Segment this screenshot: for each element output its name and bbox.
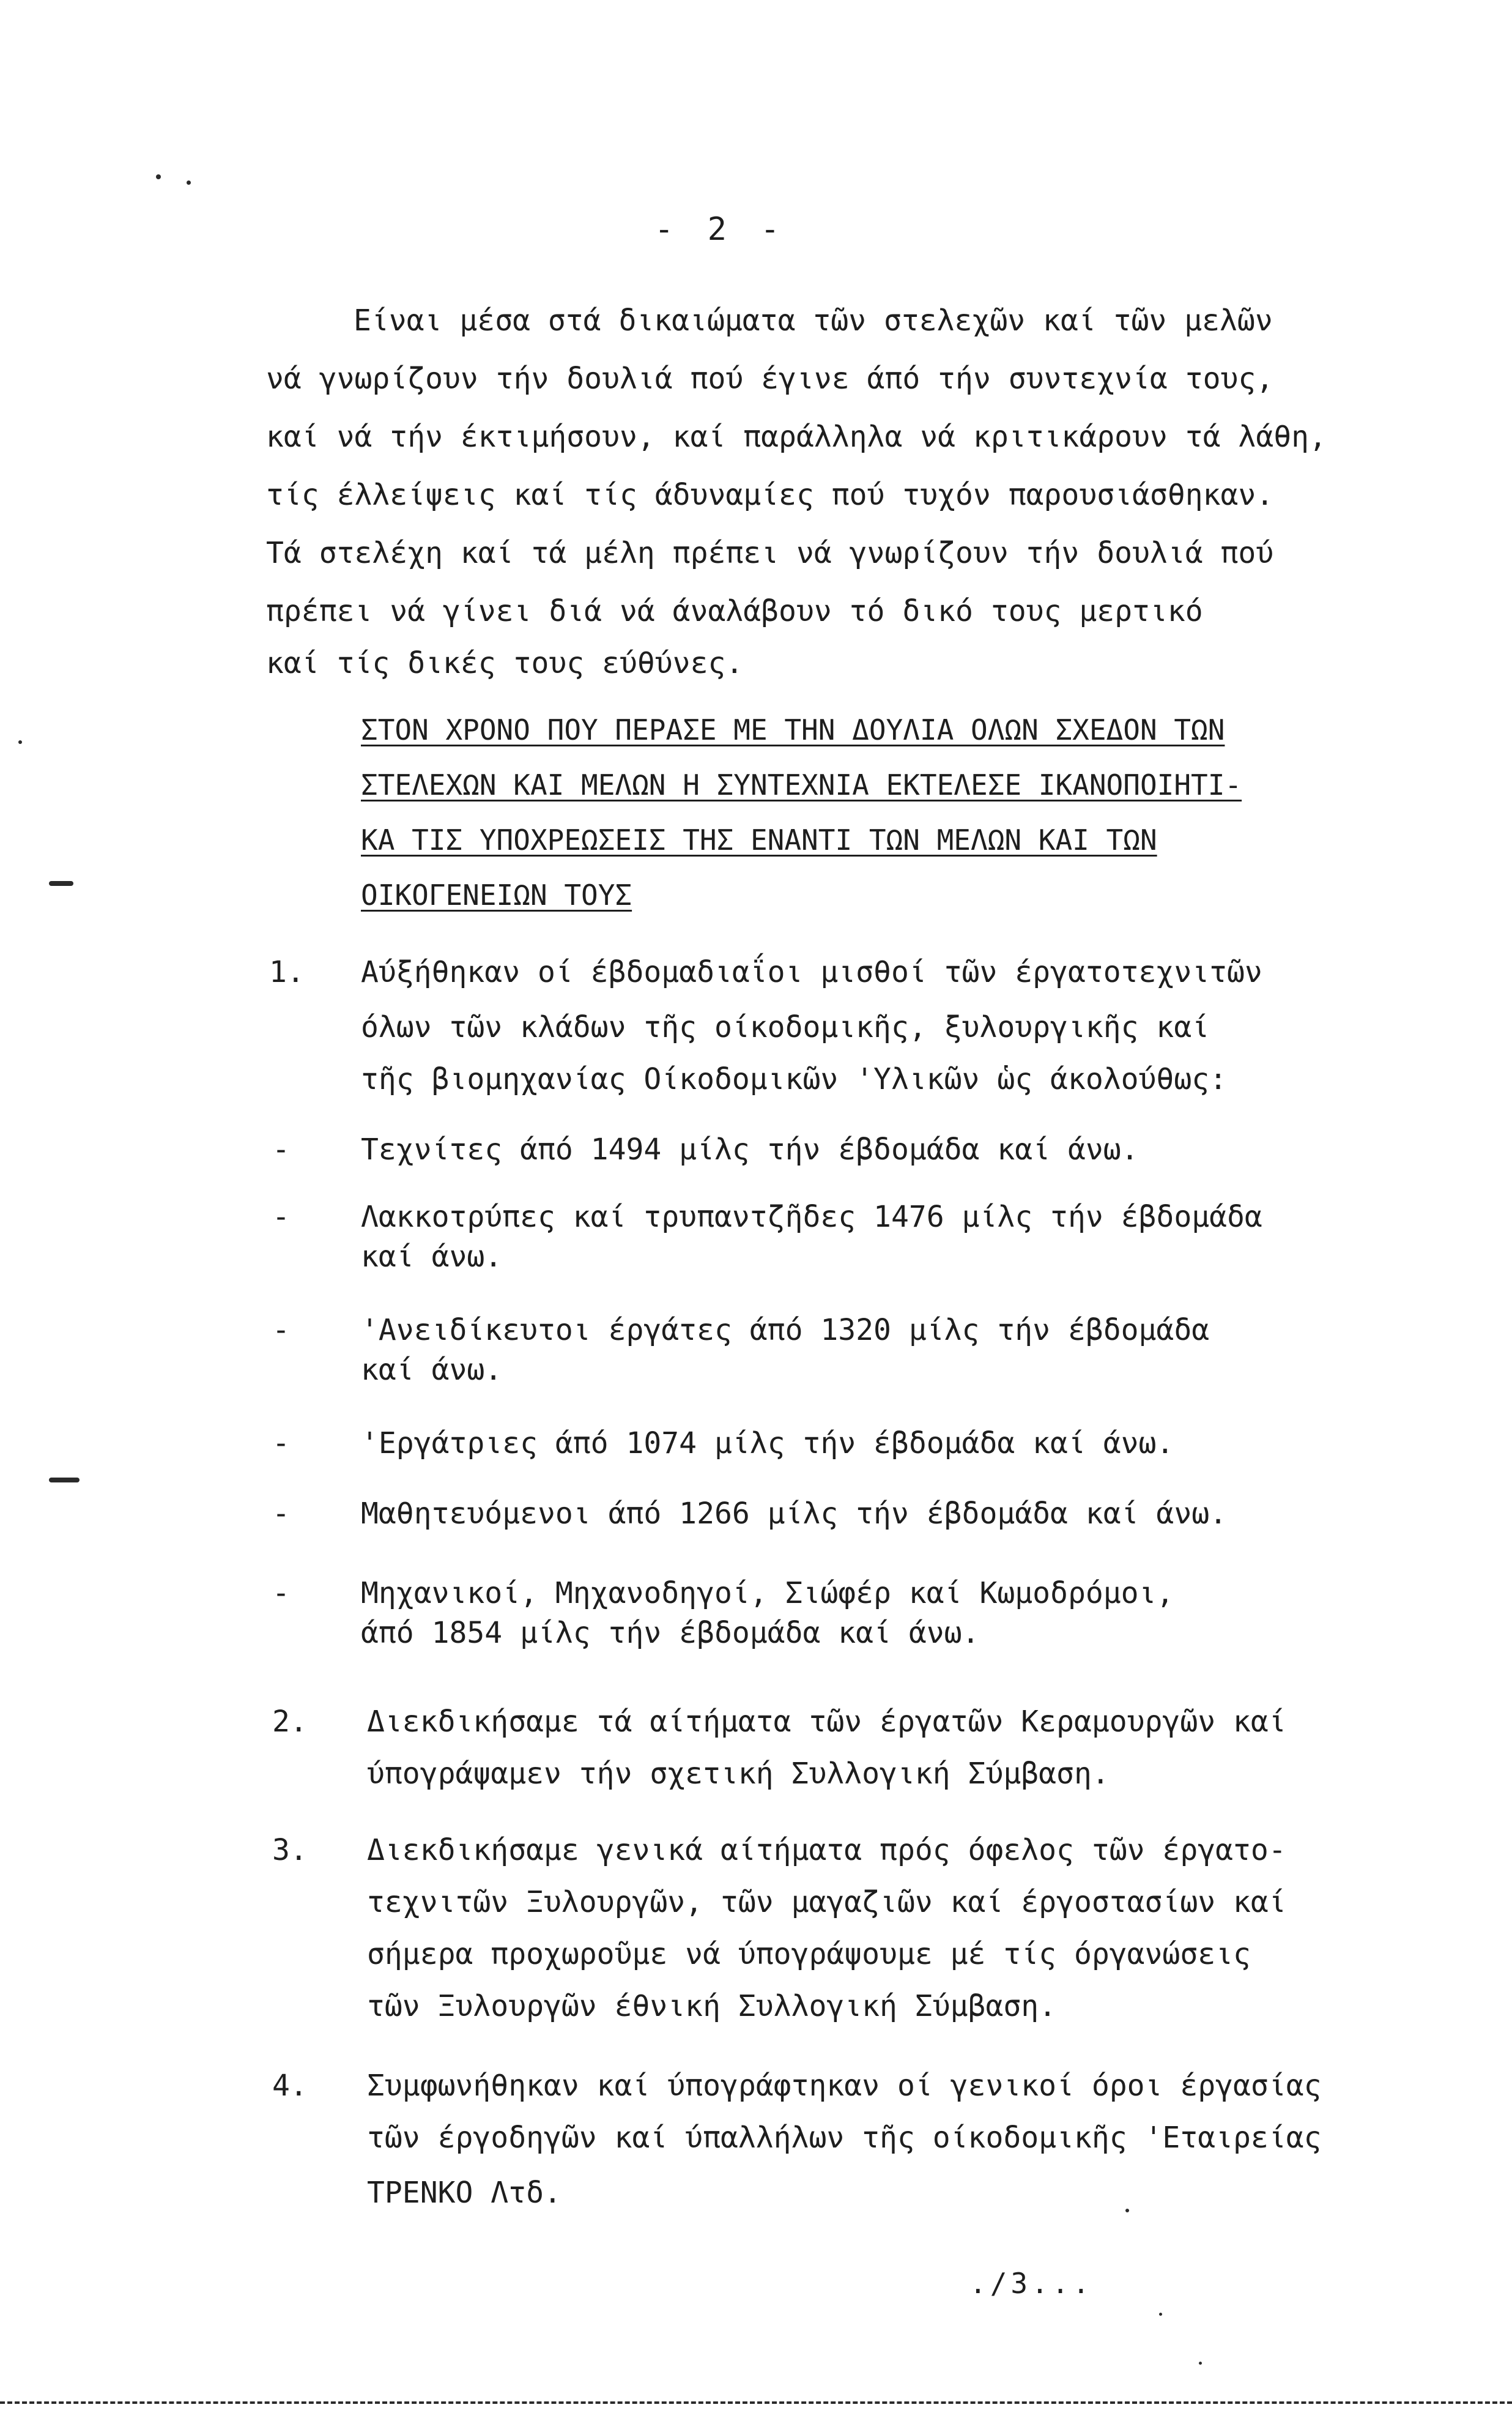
wage-line: Μαθητευόμενοι άπό 1266 μίλς τήν έβδομάδα καί άνω. xyxy=(361,1497,1228,1531)
item-line: ΤΡΕΝΚΟ Λτδ. xyxy=(367,2176,561,2210)
list-dash: - xyxy=(272,1200,290,1234)
wage-line: καί άνω. xyxy=(361,1353,503,1387)
item-line: Διεκδικήσαμε τά αίτήματα τῶν έργατῶν Κεραμουργῶν καί xyxy=(367,1705,1286,1739)
list-dash: - xyxy=(272,1426,290,1460)
continuation-marker: ./3... xyxy=(969,2267,1094,2300)
item-line: Αύξήθηκαν οί έβδομαδιαΐοι μισθοί τῶν έργατοτεχνιτῶν xyxy=(361,955,1262,989)
wage-line: 'Εργάτριες άπό 1074 μίλς τήν έβδομάδα καί άνω. xyxy=(361,1426,1174,1460)
intro-line: νά γνωρίζουν τήν δουλιά πού έγινε άπό τήν συντεχνία τους, xyxy=(266,362,1274,396)
heading-line: ΣΤΕΛΕΧΩΝ ΚΑΙ ΜΕΛΩΝ Η ΣΥΝΤΕΧΝΙΑ ΕΚΤΕΛΕΣΕ ΙΚΑΝΟΠΟΙΗΤΙ- xyxy=(361,768,1242,801)
list-dash: - xyxy=(272,1576,290,1610)
item-number: 1. xyxy=(269,955,305,989)
punch-hole-mark xyxy=(49,881,73,886)
heading-line: ΟΙΚΟΓΕΝΕΙΩΝ ΤΟΥΣ xyxy=(361,879,632,912)
punch-hole-mark xyxy=(49,1478,80,1482)
item-number: 3. xyxy=(272,1833,308,1867)
wage-line: άπό 1854 μίλς τήν έβδομάδα καί άνω. xyxy=(361,1616,980,1650)
wage-line: Τεχνίτες άπό 1494 μίλς τήν έβδομάδα καί άνω. xyxy=(361,1132,1139,1167)
list-dash: - xyxy=(272,1132,290,1167)
item-line: σήμερα προχωροῦμε νά ύπογράψουμε μέ τίς όργανώσεις xyxy=(367,1937,1251,1971)
wage-line: καί άνω. xyxy=(361,1240,503,1274)
scan-speck xyxy=(1125,2209,1129,2212)
intro-line: Τά στελέχη καί τά μέλη πρέπει νά γνωρίζουν τήν δουλιά πού xyxy=(266,536,1274,570)
intro-line: καί νά τήν έκτιμήσουν, καί παράλληλα νά κριτικάρουν τά λάθη, xyxy=(266,420,1327,454)
item-number: 4. xyxy=(272,2069,308,2103)
heading-line: ΚΑ ΤΙΣ ΥΠΟΧΡΕΩΣΕΙΣ ΤΗΣ ΕΝΑΝΤΙ ΤΩΝ ΜΕΛΩΝ ΚΑΙ ΤΩΝ xyxy=(361,824,1157,857)
list-dash: - xyxy=(272,1497,290,1531)
wage-line: Λακκοτρύπες καί τρυπαντζῆδες 1476 μίλς τήν έβδομάδα xyxy=(361,1200,1262,1234)
scan-speck xyxy=(1199,2362,1202,2365)
wage-line: Μηχανικοί, Μηχανοδηγοί, Σιώφέρ καί Κωμοδρόμοι, xyxy=(361,1576,1174,1610)
scan-speck xyxy=(187,180,191,185)
page-number: - 2 - xyxy=(654,211,787,248)
scan-speck xyxy=(18,740,22,744)
bottom-dashed-rule xyxy=(0,2401,1512,2404)
item-line: τῶν έργοδηγῶν καί ύπαλλήλων τῆς οίκοδομικῆς 'Εταιρείας xyxy=(367,2121,1322,2155)
scan-speck xyxy=(1159,2313,1162,2316)
intro-line: καί τίς δικές τους εύθύνες. xyxy=(266,646,744,680)
item-line: Συμφωνήθηκαν καί ύπογράφτηκαν οί γενικοί όροι έργασίας xyxy=(367,2069,1322,2103)
item-line: τεχνιτῶν Ξυλουργῶν, τῶν μαγαζιῶν καί έργοστασίων καί xyxy=(367,1885,1286,1919)
item-line: τῶν Ξυλουργῶν έθνική Συλλογική Σύμβαση. xyxy=(367,1989,1057,2023)
heading-line: ΣΤΟΝ ΧΡΟΝΟ ΠΟΥ ΠΕΡΑΣΕ ΜΕ ΤΗΝ ΔΟΥΛΙΑ ΟΛΩΝ ΣΧΕΔΟΝ ΤΩΝ xyxy=(361,713,1225,746)
item-line: Διεκδικήσαμε γενικά αίτήματα πρός όφελος τῶν έργατο- xyxy=(367,1833,1286,1867)
scan-speck xyxy=(156,174,161,179)
wage-line: 'Ανειδίκευτοι έργάτες άπό 1320 μίλς τήν έβδομάδα xyxy=(361,1313,1210,1347)
intro-line: πρέπει νά γίνει διά νά άναλάβουν τό δικό τους μερτικό xyxy=(266,594,1203,628)
intro-line: Είναι μέσα στά δικαιώματα τῶν στελεχῶν καί τῶν μελῶν xyxy=(354,303,1273,338)
list-dash: - xyxy=(272,1313,290,1347)
item-line: ύπογράψαμεν τήν σχετική Συλλογική Σύμβαση. xyxy=(367,1757,1110,1791)
item-line: τῆς βιομηχανίας Οίκοδομικῶν 'Υλικῶν ὡς άκολούθως: xyxy=(361,1062,1228,1096)
item-line: όλων τῶν κλάδων τῆς οίκοδομικῆς, ξυλουργικῆς καί xyxy=(361,1010,1210,1044)
intro-line: τίς έλλείψεις καί τίς άδυναμίες πού τυχόν παρουσιάσθηκαν. xyxy=(266,478,1274,512)
item-number: 2. xyxy=(272,1705,308,1739)
